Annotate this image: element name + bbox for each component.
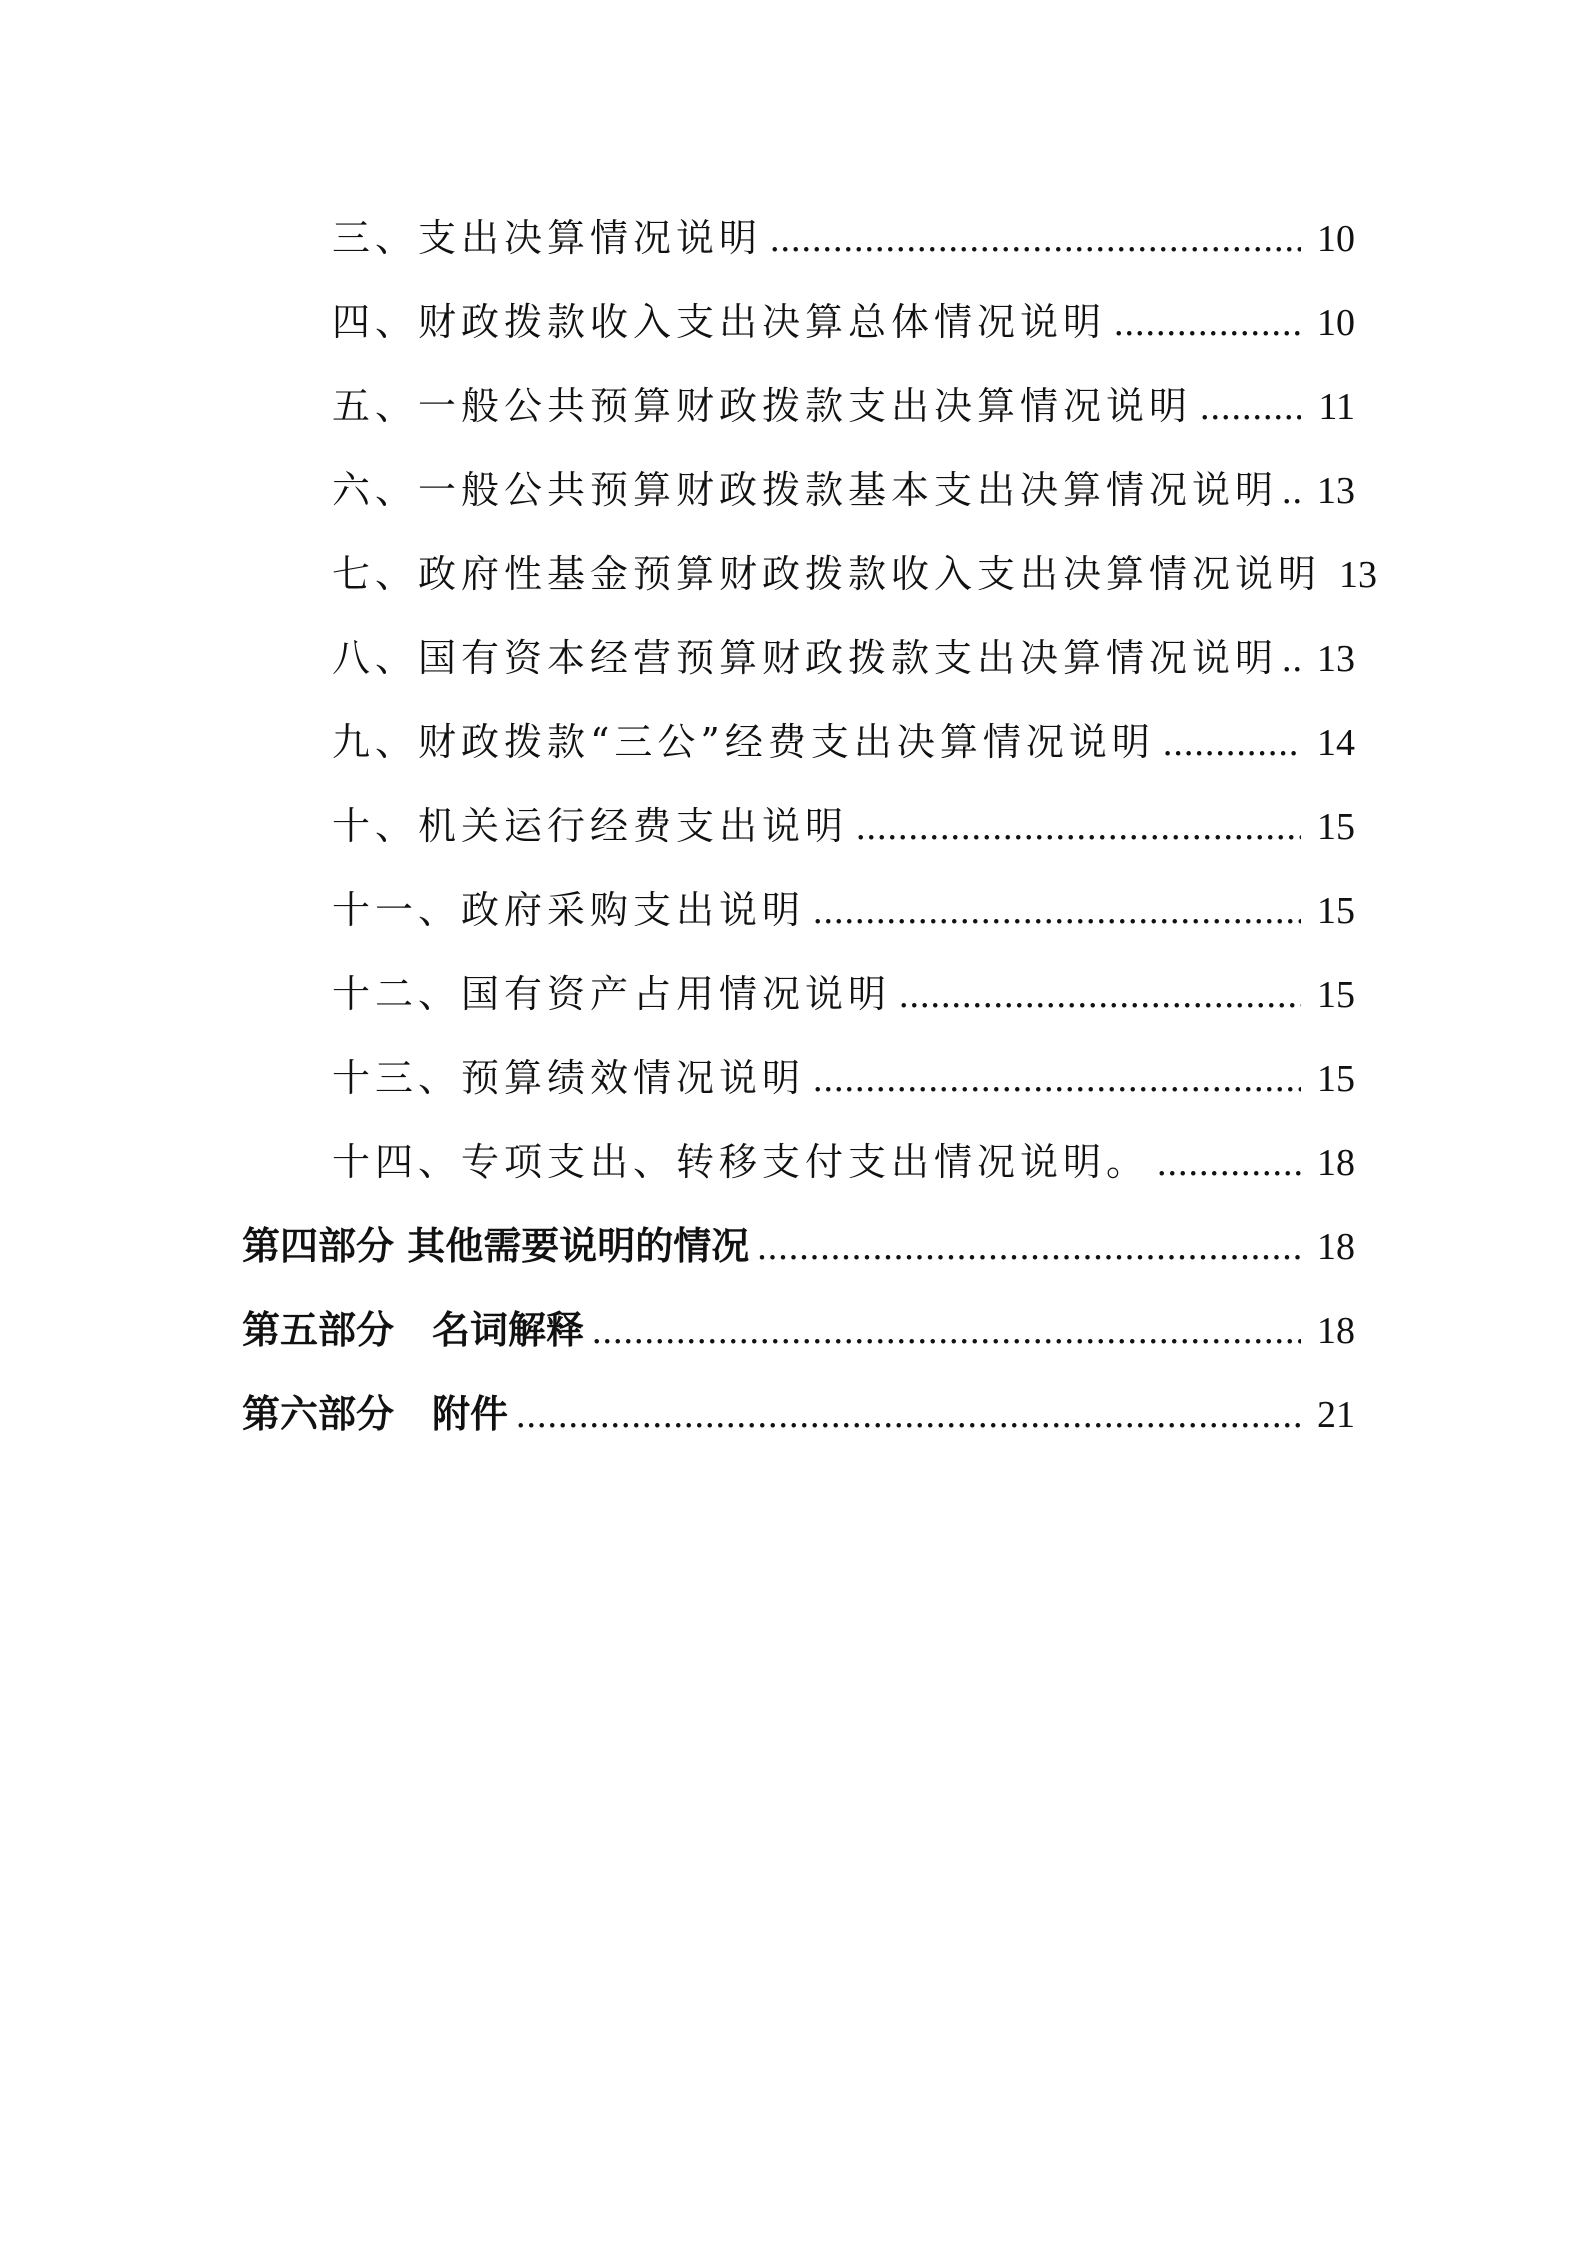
toc-entry[interactable] (0, 364, 1587, 448)
toc-entry[interactable] (0, 616, 1587, 700)
toc-leader-dots (1157, 1121, 1301, 1205)
toc-leader-dots (899, 953, 1301, 1037)
toc-page-number: 10 (1317, 302, 1355, 344)
toc-leader-dots (856, 785, 1301, 869)
toc-page-number: 18 (1317, 1142, 1355, 1184)
toc-leader-dots (1282, 617, 1303, 701)
toc-part-entry[interactable] (0, 1204, 1587, 1288)
toc-page-number: 10 (1317, 218, 1355, 260)
toc-page-number: 18 (1317, 1226, 1355, 1268)
toc-page-number: 15 (1317, 1058, 1355, 1100)
toc-page-number: 13 (1317, 470, 1355, 512)
toc-entry[interactable] (0, 1120, 1587, 1204)
toc-entry-label: 八、国有资本经营预算财政拨款支出决算情况说明 (332, 636, 1279, 680)
toc-part-entry[interactable] (0, 1288, 1587, 1372)
toc-entry[interactable] (0, 700, 1587, 784)
toc-entry-label: 四、财政拨款收入支出决算总体情况说明 (332, 300, 1107, 344)
toc-entry[interactable] (0, 280, 1587, 364)
toc-leader-dots (1114, 281, 1301, 365)
toc-entry-label: 九、财政拨款“三公”经费支出决算情况说明 (332, 720, 1155, 764)
toc-entry[interactable] (0, 532, 1587, 616)
toc-leader-dots (757, 1205, 1301, 1289)
toc-entry-label: 十三、预算绩效情况说明 (332, 1056, 806, 1100)
toc-entry-label: 十、机关运行经费支出说明 (332, 804, 849, 848)
toc-page-number: 13 (1317, 638, 1355, 680)
toc-entry[interactable] (0, 952, 1587, 1036)
toc-page-number: 13 (1339, 554, 1378, 596)
toc-entry[interactable] (0, 868, 1587, 952)
toc-page-number: 14 (1317, 722, 1355, 764)
toc-part-label: 第五部分 名词解释 (242, 1308, 585, 1352)
toc-page-number: 15 (1317, 974, 1355, 1016)
toc-page-number: 18 (1317, 1310, 1355, 1352)
toc-part-label: 第四部分 其他需要说明的情况 (242, 1224, 750, 1268)
toc-entry[interactable] (0, 196, 1587, 280)
toc-part-label: 第六部分 附件 (242, 1392, 509, 1436)
toc-entry[interactable] (0, 448, 1587, 532)
toc-entry-label: 三、支出决算情况说明 (332, 216, 763, 260)
toc-page-number: 21 (1317, 1394, 1355, 1436)
toc-entry-label: 十一、政府采购支出说明 (332, 888, 806, 932)
toc-entry[interactable] (0, 784, 1587, 868)
toc-leader-dots (813, 1037, 1301, 1121)
toc-entry-label: 五、一般公共预算财政拨款支出决算情况说明 (332, 384, 1193, 428)
toc-entry-label: 十四、专项支出、转移支付支出情况说明。 (332, 1140, 1150, 1184)
toc-part-entry[interactable] (0, 1372, 1587, 1456)
toc-page-number: 15 (1317, 890, 1355, 932)
toc-page-number: 15 (1317, 806, 1355, 848)
toc-leader-dots (770, 197, 1301, 281)
toc-entry[interactable] (0, 1036, 1587, 1120)
toc-leader-dots (516, 1373, 1301, 1457)
toc-leader-dots (1163, 701, 1301, 785)
toc-entry-label: 七、政府性基金预算财政拨款收入支出决算情况说明 (332, 552, 1322, 596)
toc-entry-label: 十二、国有资产占用情况说明 (332, 972, 892, 1016)
toc-leader-dots (1200, 365, 1301, 449)
table-of-contents (0, 196, 1587, 1456)
toc-page-number: 11 (1318, 386, 1355, 428)
toc-leader-dots (592, 1289, 1301, 1373)
toc-leader-dots (813, 869, 1301, 953)
toc-leader-dots (1282, 449, 1303, 533)
toc-entry-label: 六、一般公共预算财政拨款基本支出决算情况说明 (332, 468, 1279, 512)
